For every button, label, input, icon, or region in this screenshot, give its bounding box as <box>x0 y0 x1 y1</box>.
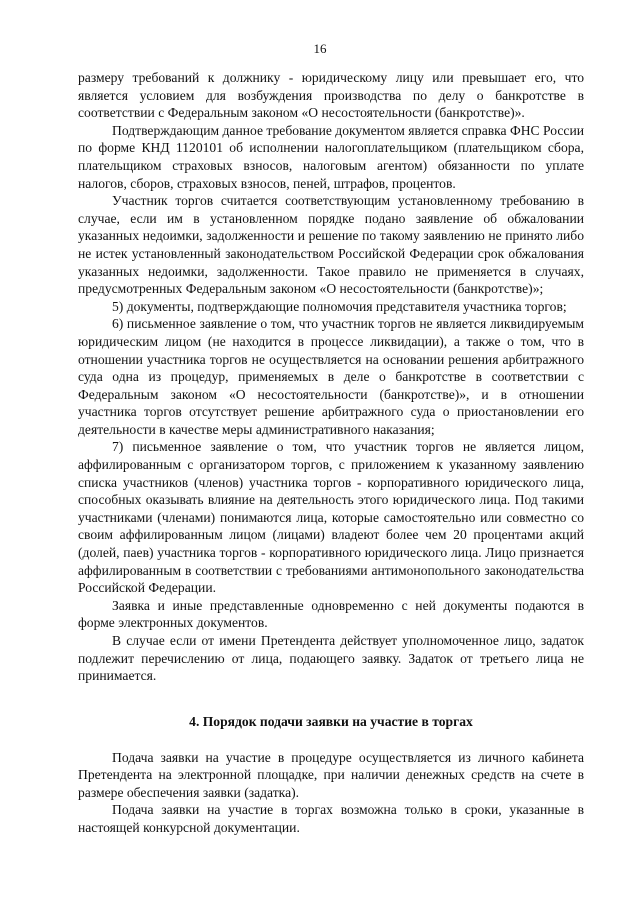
paragraph-deadlines: Подача заявки на участие в торгах возможна только в сроки, указанные в настоящей конкурсной документации. <box>78 802 584 835</box>
paragraph-electronic-docs: Заявка и иные представленные одновременно с ней документы подаются в форме электронных документов. <box>78 597 584 631</box>
paragraph-appeal-rule: Участник торгов считается соответствующим установленному требованию в случае, если им в установленном порядке подано заявление об обжаловании указанных недоимки, задолженности и решение по такому заявлению не принято либо не истек установленный законодательством Российской Федерации срок обжалования указанных недоимки, задолженности. Такое правило не применяется в случаях, предусмотренных Федеральным законом «О несостоятельности (банкротстве)»; <box>78 193 584 297</box>
paragraph-submission: Подача заявки на участие в процедуре осуществляется из личного кабинета Претендента на электронной площадке, при наличии денежных средств на счете в размере обеспечения заявки (задатка). <box>78 749 584 800</box>
paragraph-fns-certificate: Подтверждающим данное требование документом является справка ФНС России по форме КНД 1120101 об исполнении налогоплательщиком (плательщиком сбора, плательщиком страховых взносов, налоговым агентом) обязанности по уплате налогов, сборов, страховых взносов, пеней, штрафов, процентов. <box>78 122 584 191</box>
paragraph-deposit-rule: В случае если от имени Претендента действует уполномоченное лицо, задаток подлежит перечислению от лица, подающего заявку. Задаток от третьего лица не принимается. <box>78 633 584 684</box>
paragraph-item-7: 7) письменное заявление о том, что участник торгов не является лицом, аффилированным с организатором торгов, с приложением к указанному заявлению списка участников (членов) участника торгов - корпоративного юридического лица, способных оказывать влияние на деятельность этого юридического лица. Под такими участниками (членами) понимаются лица, которые самостоятельно или совместно со своим аффилированным лицом (лицами) владеют более чем 20 процентами акций (долей, паев) участника торгов - корпоративного юридического лица. Лицо признается аффилированным в соответствии с требованиями антимонопольного законодательства Российской Федерации. <box>78 439 584 596</box>
paragraph-item-6: 6) письменное заявление о том, что участник торгов не является ликвидируемым юридическим лицом (не находится в процессе ликвидации), а также о том, что в отношении участника торгов не осуществляется на основании решения арбитражного суда одна из процедур, применяемых в деле о банкротстве в соответствии с Федеральным законом «О несостоятельности (банкротстве)», и в отношении участника торгов отсутствует решение арбитражного суда о приостановлении его деятельности в качестве меры административного наказания; <box>78 316 584 437</box>
section-heading: 4. Порядок подачи заявки на участие в торгах <box>189 714 473 729</box>
page-number: 16 <box>313 41 327 56</box>
section-4 <box>78 713 584 837</box>
paragraph-continuation: размеру требований к должнику - юридическому лицу или превышает его, что является условием для возбуждения производства по делу о банкротстве в соответствии с Федеральным законом «О несостоятельности (банкротстве)». <box>78 70 584 121</box>
text-block-requirements <box>78 69 584 685</box>
paragraph-item-5: 5) документы, подтверждающие полномочия представителя участника торгов; <box>112 298 567 314</box>
